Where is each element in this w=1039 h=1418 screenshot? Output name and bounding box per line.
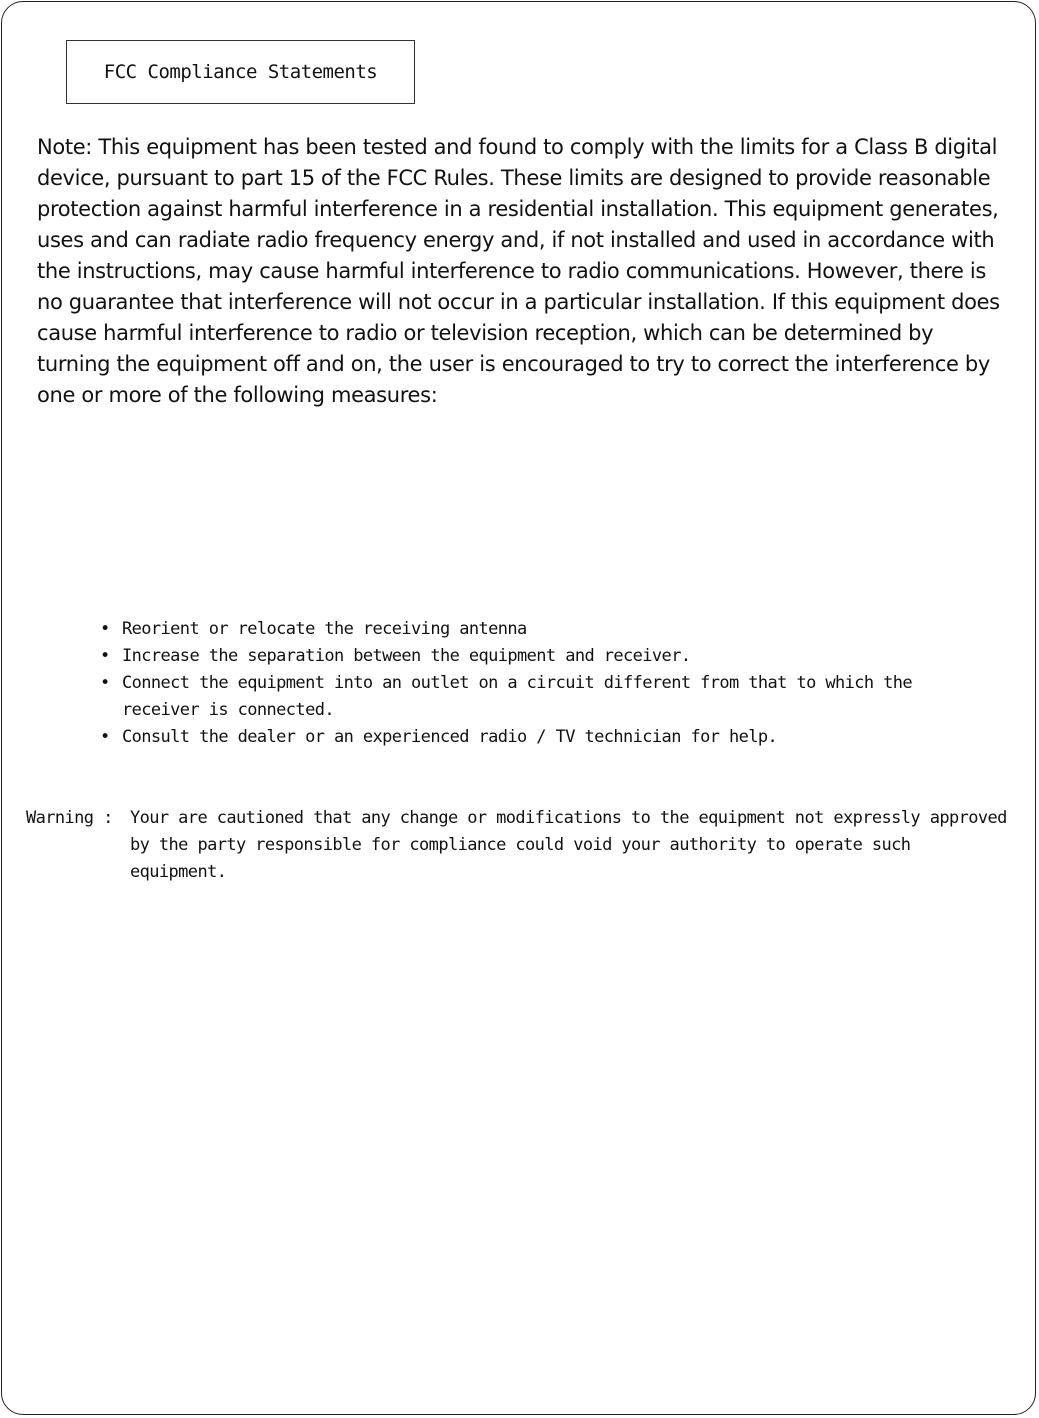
list-item-text: Reorient or relocate the receiving antenna (122, 619, 527, 639)
bullet-icon: • (100, 619, 110, 639)
warning-label: Warning : (26, 808, 113, 828)
list-item (100, 616, 980, 643)
warning-block (26, 805, 1026, 886)
page-title: FCC Compliance Statements (103, 61, 378, 83)
measures-list (100, 616, 980, 751)
fcc-note-paragraph: Note: This equipment has been tested and found to comply with the limits for a Class B digital device, pursuant to part 15 of the FCC Rules. These limits are designed to provide reasonable protection against harmful interference in a residential installation. This equipment generates, uses and can radiate radio frequency energy and, if not installed and used in accordance with the instructions, may cause harmful interference to radio communications. However, there is no guarantee that interference will not occur in a particular installation. If this equipment does cause harmful interference to radio or television reception, which can be determined by turning the equipment off and on, the user is encouraged to try to correct the interference by one or more of the following measures: (37, 135, 1000, 407)
list-item-text: Increase the separation between the equipment and receiver. (122, 646, 691, 666)
page-title-box (66, 40, 415, 104)
bullet-icon: • (100, 673, 110, 693)
list-item (100, 724, 980, 751)
list-item-text: Consult the dealer or an experienced radio / TV technician for help. (122, 727, 778, 747)
list-item-text: Connect the equipment into an outlet on a circuit different from that to which the receiver is connected. (122, 673, 913, 720)
list-item (100, 643, 980, 670)
warning-text: Your are cautioned that any change or modifications to the equipment not expressly approved by the party responsible for compliance could void your authority to operate such equipment. (130, 808, 1007, 882)
list-item (100, 670, 980, 724)
bullet-icon: • (100, 646, 110, 666)
bullet-icon: • (100, 727, 110, 747)
